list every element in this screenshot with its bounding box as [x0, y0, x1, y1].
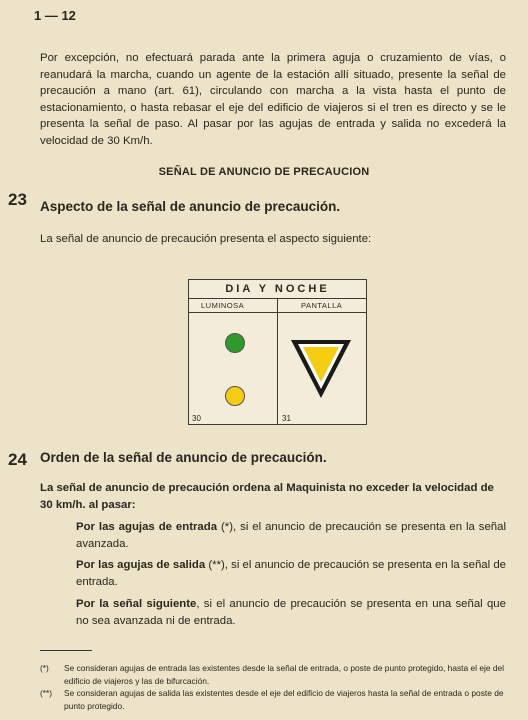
article-number-23: 23 [8, 190, 27, 209]
column-underline [189, 312, 277, 313]
signal-figure [188, 279, 367, 425]
page-number: 1 — 12 [34, 8, 76, 23]
footnote-separator [40, 650, 92, 651]
column-label-pantalla: PANTALLA [301, 301, 343, 310]
figure-number-left: 30 [192, 414, 201, 423]
list-item-lead: Por las agujas de salida [76, 559, 206, 571]
section-title: SEÑAL DE ANUNCIO DE PRECAUCION [158, 166, 370, 178]
column-underline [278, 312, 366, 313]
list-item [76, 519, 506, 552]
list-item-lead: Por la señal siguiente [76, 598, 197, 610]
footnote-text: Se consideran agujas de salida las existentes desde el eje del edificio de viajeros hasta la señal de entrada o poste de punto protegido. [64, 688, 504, 711]
list-item-text: (**), si el anuncio de precaución se presenta en la señal de entrada. [76, 559, 506, 588]
yellow-lamp [225, 386, 245, 406]
article-number-24: 24 [8, 450, 27, 469]
figure-title: DIA Y NOCHE [225, 283, 330, 295]
figure-column-divider [277, 298, 278, 424]
list-item-lead: Por las agujas de entrada [76, 521, 218, 533]
article-heading-23: Aspecto de la señal de anuncio de precaución. [40, 199, 341, 214]
list-item-text: (*), si el anuncio de precaución se presenta en la señal avanzada. [76, 521, 506, 550]
footnote-text: Se consideran agujas de entrada las existentes desde la señal de entrada, o poste de punto protegido, hasta el eje del edificio de viajeros y las de bifurcación. [64, 663, 504, 686]
article-text-23: La señal de anuncio de precaución presenta el aspecto siguiente: [40, 233, 372, 245]
intro-paragraph: Por excepción, no efectuará parada ante la primera aguja o cruzamiento de vías, o reanudará la marcha, cuando un agente de la estación allí situado, presente la señal de precaución a mano (art. 61), circulando con marcha a la vista hasta el punto de estacionamiento, o hasta rebasar el eje del edificio de viajeros si el tren es directo y se le presenta la señal de paso. Al pasar por las agujas de entrada y salida no excederá la velocidad de 30 Km/h. [40, 52, 506, 147]
list-item-text: , si el anuncio de precaución se presenta en una señal que no sea avanzada ni de entrada. [76, 598, 506, 627]
article-text-24: La señal de anuncio de precaución ordena al Maquinista no exceder la velocidad de 30 km/h. al pasar: [40, 482, 494, 511]
list-item [76, 557, 506, 590]
footnote-mark: (**) [40, 688, 53, 698]
footnote-mark: (*) [40, 663, 49, 673]
warning-triangle-icon [289, 338, 353, 400]
list-item [76, 596, 506, 629]
column-label-luminosa: LUMINOSA [201, 301, 245, 310]
green-lamp [225, 333, 245, 353]
article-heading-24: Orden de la señal de anuncio de precaución. [40, 450, 327, 465]
figure-number-right: 31 [282, 414, 291, 423]
